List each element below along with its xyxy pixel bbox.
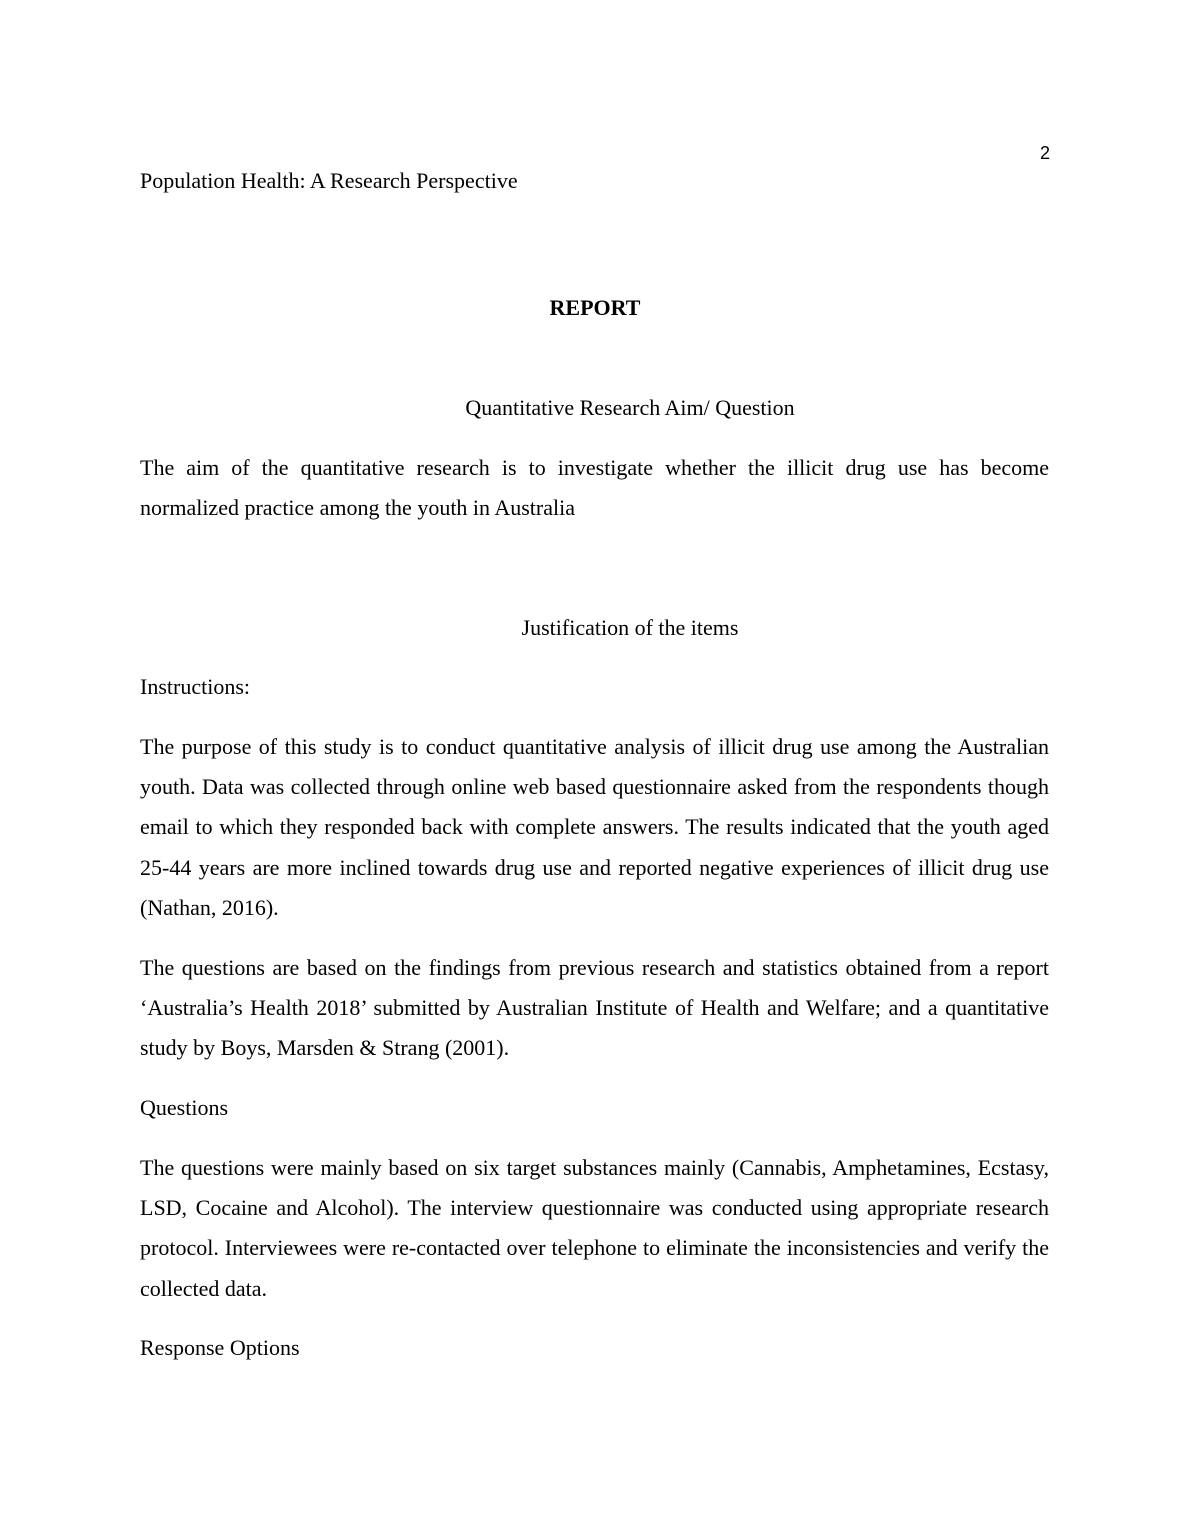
basis-paragraph: The questions are based on the findings from previous research and statistics obtained from a report ‘Australia’s Health 2018’ submitted by Australian Institute of Health and Welfare; and a quantitative study by Boys, Marsden & Strang (2001).: [140, 955, 1049, 1061]
questions-label: Questions: [140, 1095, 228, 1120]
page-number: 2: [1039, 143, 1050, 163]
questions-paragraph: The questions were mainly based on six target substances mainly (Cannabis, Amphetamines, Ecstasy, LSD, Cocaine and Alcohol). The interview questionnaire was conducted using appropriate research protocol. Interviewees were re-contacted over telephone to eliminate the inconsistencies and verify the collected data.: [140, 1155, 1049, 1301]
response-options-label: Response Options: [140, 1335, 300, 1360]
running-title: Population Health: A Research Perspective: [140, 168, 518, 193]
aim-paragraph: The aim of the quantitative research is to investigate whether the illicit drug use has become normalized practice among the youth in Australia: [140, 455, 1049, 521]
instructions-paragraph: The purpose of this study is to conduct quantitative analysis of illicit drug use among the Australian youth. Data was collected through online web based questionnaire asked from the respondents though email to which they responded back with complete answers. The results indicated that the youth aged 25-44 years are more inclined towards drug use and reported negative experiences of illicit drug use (Nathan, 2016).: [140, 734, 1049, 920]
aim-heading: Quantitative Research Aim/ Question: [465, 395, 795, 420]
justification-heading: Justification of the items: [521, 615, 739, 640]
report-heading: REPORT: [549, 295, 641, 320]
instructions-label: Instructions:: [140, 674, 250, 699]
